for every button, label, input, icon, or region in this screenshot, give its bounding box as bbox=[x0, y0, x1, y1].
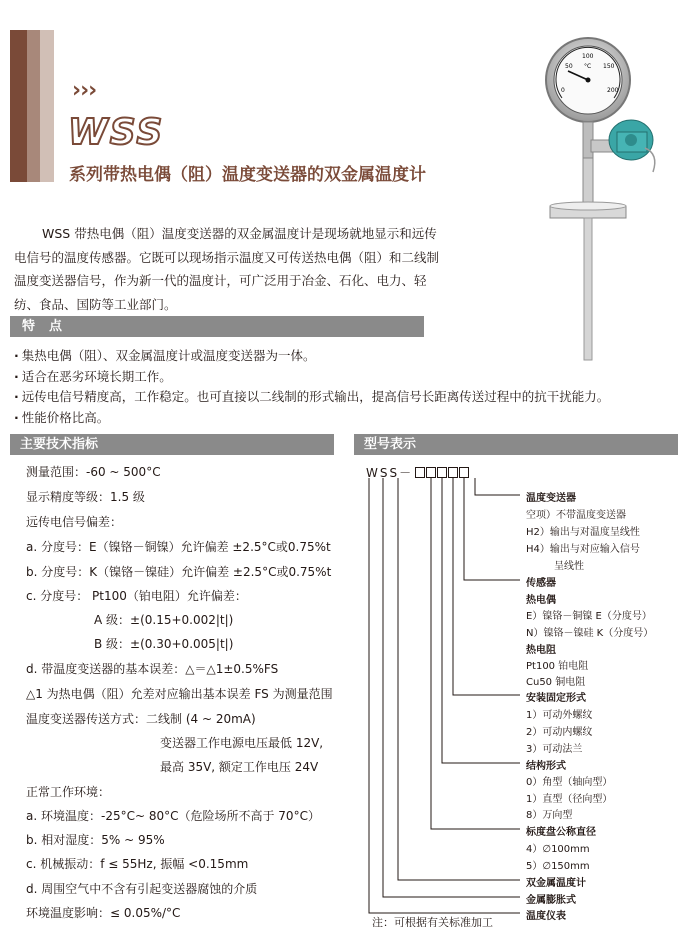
gauge-tick-label: 0 bbox=[561, 87, 565, 94]
spec-line: B 级：±(0.30+0.005|t|) bbox=[94, 637, 234, 651]
model-item: 8）万向型 bbox=[526, 810, 573, 821]
model-item: H4）输出与对应输入信号 bbox=[526, 544, 640, 555]
spec-line: a. 分度号：E（镍铬－铜镍）允许偏差 ±2.5°C或0.75%t bbox=[26, 540, 331, 554]
list-item: · 适合在恶劣环境长期工作。 bbox=[14, 367, 686, 388]
spec-line: d. 周围空气中不含有引起变送器腐蚀的介质 bbox=[26, 882, 258, 896]
model-item: 温度变送器 bbox=[526, 493, 576, 504]
model-item: 3）可动法兰 bbox=[526, 744, 583, 755]
specs-heading: 主要技术指标 bbox=[10, 434, 334, 455]
model-item: Cu50 铜电阻 bbox=[526, 677, 586, 688]
spec-line: a. 环境温度：-25°C~ 80°C（危险场所不高于 70°C） bbox=[26, 809, 320, 823]
model-item: 呈线性 bbox=[554, 561, 584, 572]
model-item: 金属膨胀式 bbox=[526, 895, 576, 906]
model-item: 1）直型（径向型） bbox=[526, 794, 613, 805]
model-item: 安装固定形式 bbox=[526, 693, 586, 704]
spec-line: 远传电信号偏差： bbox=[26, 515, 123, 529]
model-item: 4）∅100mm bbox=[526, 844, 590, 855]
list-item: · 远传电信号精度高，工作稳定。也可直接以二线制的形式输出，提高信号长距离传送过程中的抗干扰能力。 bbox=[14, 387, 686, 408]
model-item: E）镍铬－铜镍 E（分度号） bbox=[526, 611, 652, 622]
model-item: 传感器 bbox=[526, 578, 556, 589]
model-item: 热电偶 bbox=[526, 595, 556, 606]
chevron-right-icon: ››› bbox=[72, 78, 97, 103]
footnote: 注：可根据有关标准加工 bbox=[372, 916, 493, 927]
model-item: 1）可动外螺纹 bbox=[526, 710, 593, 721]
model-item: 温度仪表 bbox=[526, 911, 566, 922]
features-heading: 特点 bbox=[10, 316, 424, 337]
spec-line: 环境温度影响：≤ 0.05%/°C bbox=[26, 906, 181, 920]
model-item: 0）角型（轴向型） bbox=[526, 777, 613, 788]
list-item: · 集热电偶（阻）、双金属温度计或温度变送器为一体。 bbox=[14, 346, 686, 367]
model-item: 热电阻 bbox=[526, 645, 556, 656]
gauge-unit: °C bbox=[584, 63, 592, 70]
spec-line: A 级：±(0.15+0.002|t|) bbox=[94, 613, 234, 627]
spec-line: 显示精度等级：1.5 级 bbox=[26, 490, 145, 504]
spec-line: 温度变送器传送方式：二线制 (4 ~ 20mA) bbox=[26, 712, 256, 726]
spec-line: c. 分度号： Pt100（铂电阻）允许偏差： bbox=[26, 589, 247, 603]
model-code-prefix: WSS－ bbox=[366, 466, 414, 480]
model-item: 标度盘公称直径 bbox=[526, 827, 596, 838]
model-item: 结构形式 bbox=[526, 761, 566, 772]
model-item: 空项）不带温度变送器 bbox=[526, 510, 626, 521]
spec-line: b. 分度号：K（镍铬－镍硅）允许偏差 ±2.5°C或0.75%t bbox=[26, 565, 332, 579]
spec-line: 变送器工作电源电压最低 12V, bbox=[160, 736, 324, 750]
model-item: 5）∅150mm bbox=[526, 861, 590, 872]
spec-line: c. 机械振动：f ≤ 55Hz, 振幅 <0.15mm bbox=[26, 857, 249, 871]
model-item: Pt100 铂电阻 bbox=[526, 661, 589, 672]
spec-line: 最高 35V, 额定工作电压 24V bbox=[160, 760, 319, 774]
list-item: · 性能价格比高。 bbox=[14, 408, 686, 429]
model-item: 双金属温度计 bbox=[526, 878, 586, 889]
gauge-tick-label: 50 bbox=[565, 63, 573, 70]
model-item: N）镍铬－镍硅 K（分度号） bbox=[526, 628, 654, 639]
model-item: 2）可动内螺纹 bbox=[526, 727, 593, 738]
intro-paragraph: WSS 带热电偶（阻）温度变送器的双金属温度计是现场就地显示和远传电信号的温度传感器。它既可以现场指示温度又可传送热电偶（阻）和二线制温度变送器信号，作为新一代的温度计，可广泛用于冶金、石化、电力、轻纺、食品、国防等工业部门。 bbox=[14, 226, 440, 312]
gauge-tick-label: 100 bbox=[582, 53, 594, 60]
spec-line: 正常工作环境： bbox=[26, 785, 111, 799]
spec-line: 测量范围：-60 ~ 500°C bbox=[26, 465, 161, 479]
model-item: H2）输出与对温度呈线性 bbox=[526, 527, 640, 538]
spec-line: b. 相对湿度：5% ~ 95% bbox=[26, 833, 165, 847]
gauge-tick-label: 200 bbox=[607, 87, 619, 94]
model-heading: 型号表示 bbox=[354, 434, 678, 455]
spec-line: d. 带温度变送器的基本误差：△＝△1±0.5%FS bbox=[26, 662, 279, 676]
page-subtitle: 系列带热电偶（阻）温度变送器的双金属温度计 bbox=[69, 165, 426, 185]
spec-line: △1 为热电偶（阻）允差对应输出基本误差 FS 为测量范围 bbox=[26, 687, 333, 701]
product-title: WSS bbox=[68, 112, 165, 153]
gauge-tick-label: 150 bbox=[603, 63, 615, 70]
